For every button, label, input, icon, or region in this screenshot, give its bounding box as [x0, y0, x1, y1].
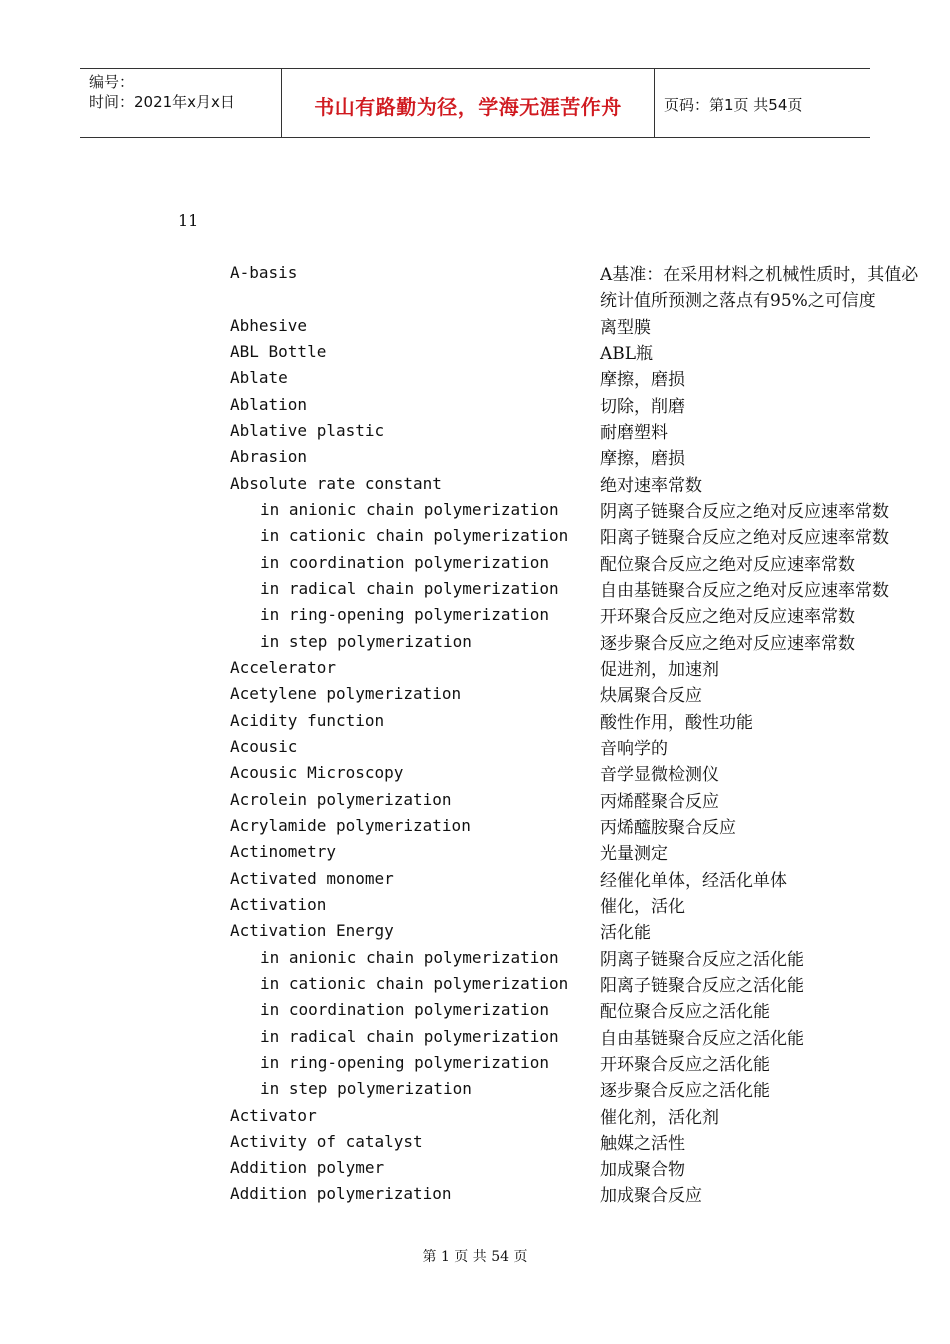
- entry-translation: 自由基链聚合反应之活化能: [600, 1028, 804, 1049]
- glossary-entry: [230, 1183, 950, 1209]
- entry-translation: 开环聚合反应之绝对反应速率常数: [600, 607, 855, 628]
- header-meta-cell: [80, 69, 280, 137]
- glossary-entry: [230, 578, 950, 604]
- header-motto-cell: [281, 69, 655, 137]
- entry-term: ABL Bottle: [230, 341, 327, 361]
- entry-translation: [600, 262, 950, 314]
- entry-translation: 阳离子链聚合反应之活化能: [600, 975, 804, 996]
- page-footer: 第 1 页 共 54 页: [422, 1249, 528, 1265]
- doc-code-label: 编号：: [89, 73, 135, 91]
- glossary-entry: [230, 762, 950, 788]
- glossary-entry: [230, 920, 950, 946]
- entry-translation: 酸性作用，酸性功能: [600, 712, 753, 733]
- entry-term: Ablative plastic: [230, 420, 385, 440]
- entry-term: Activation Energy: [230, 921, 394, 941]
- glossary-entry: [230, 710, 950, 736]
- glossary-entry: [230, 631, 950, 657]
- entry-translation: 活化能: [600, 923, 651, 944]
- entry-term: in coordination polymerization: [260, 552, 549, 572]
- entry-translation: 开环聚合反应之活化能: [600, 1054, 770, 1075]
- entry-term: in radical chain polymerization: [260, 1026, 559, 1046]
- glossary-entry: [230, 999, 950, 1025]
- entry-translation-line: A基准：在采用材料之机械性质时，其值必: [600, 265, 919, 285]
- glossary-entry: [230, 789, 950, 815]
- entry-term: Actinometry: [230, 842, 336, 862]
- entry-translation: 音响学的: [600, 738, 668, 759]
- entry-translation: 自由基链聚合反应之绝对反应速率常数: [600, 580, 889, 601]
- glossary-entry: [230, 367, 950, 393]
- entry-translation: 摩擦，磨损: [600, 370, 685, 391]
- entry-term: Ablation: [230, 394, 308, 414]
- glossary-entry: [230, 341, 950, 367]
- page-header: [80, 68, 870, 138]
- entry-term: A-basis: [230, 263, 298, 282]
- glossary-entry: [230, 604, 950, 630]
- entry-term: Ablate: [230, 368, 288, 388]
- entry-term: Activated monomer: [230, 868, 394, 888]
- glossary-entry: [230, 394, 950, 420]
- entry-term: Acrylamide polymerization: [230, 815, 471, 835]
- entry-translation: 配位聚合反应之活化能: [600, 1002, 770, 1023]
- header-page-cell: [655, 69, 870, 137]
- glossary-entry: [230, 315, 950, 341]
- entry-translation: 离型膜: [600, 317, 651, 338]
- entry-term: Addition polymerization: [230, 1184, 452, 1204]
- glossary-entry: [230, 1052, 950, 1078]
- entry-translation: 配位聚合反应之绝对反应速率常数: [600, 554, 855, 575]
- glossary-entry: [230, 736, 950, 762]
- entry-term: in coordination polymerization: [260, 1000, 549, 1020]
- entry-term: Acrolein polymerization: [230, 789, 452, 809]
- glossary-entry: [230, 947, 950, 973]
- entry-term: in ring-opening polymerization: [260, 1052, 549, 1072]
- entry-translation: 切除，削磨: [600, 396, 685, 417]
- entry-translation: 丙烯醛聚合反应: [600, 791, 719, 812]
- entry-translation: 催化，活化: [600, 896, 685, 917]
- entry-translation: 摩擦，磨损: [600, 449, 685, 470]
- glossary-entry: [230, 683, 950, 709]
- entry-translation: 音学显微检测仪: [600, 765, 719, 786]
- entry-term: Abhesive: [230, 315, 308, 335]
- entry-term: Acidity function: [230, 710, 385, 730]
- entry-term: Addition polymer: [230, 1158, 385, 1178]
- entry-term: Activation: [230, 894, 327, 914]
- glossary-entry: [230, 868, 950, 894]
- glossary-entry: [230, 525, 950, 551]
- entry-translation: 加成聚合物: [600, 1160, 685, 1181]
- entry-translation: 炔属聚合反应: [600, 686, 702, 707]
- entry-term: in radical chain polymerization: [260, 578, 559, 598]
- glossary-entry: [230, 894, 950, 920]
- entry-term: in anionic chain polymerization: [260, 947, 559, 967]
- glossary-entry: [230, 973, 950, 999]
- glossary-list: [230, 262, 950, 1210]
- glossary-entry: [230, 446, 950, 472]
- header-page-info: 页码：第1页 共54页: [664, 96, 803, 114]
- entry-translation: 光量测定: [600, 844, 668, 865]
- doc-date: 时间：2021年x月x日: [89, 93, 235, 111]
- entry-term: Acousic: [230, 736, 298, 756]
- entry-term: Absolute rate constant: [230, 473, 442, 493]
- entry-translation: 绝对速率常数: [600, 475, 702, 496]
- entry-term: Acetylene polymerization: [230, 684, 462, 704]
- entry-translation: 逐步聚合反应之活化能: [600, 1081, 770, 1102]
- entry-translation: ABL瓶: [600, 343, 654, 364]
- entry-term: Accelerator: [230, 657, 336, 677]
- glossary-entry: [230, 815, 950, 841]
- entry-term: Activity of catalyst: [230, 1131, 423, 1151]
- glossary-entry: [230, 1157, 950, 1183]
- entry-translation: 阴离子链聚合反应之活化能: [600, 949, 804, 970]
- entry-term: in cationic chain polymerization: [260, 526, 569, 546]
- entry-translation: 丙烯醯胺聚合反应: [600, 817, 736, 838]
- entry-term: Abrasion: [230, 447, 308, 467]
- entry-term: in step polymerization: [260, 1079, 472, 1099]
- entry-term: in cationic chain polymerization: [260, 973, 569, 993]
- glossary-entry: [230, 420, 950, 446]
- entry-term: in anionic chain polymerization: [260, 499, 559, 519]
- entry-term: Activator: [230, 1105, 317, 1125]
- glossary-entry: [230, 262, 950, 315]
- glossary-entry: [230, 1026, 950, 1052]
- header-motto: 书山有路勤为径，学海无涯苦作舟: [314, 95, 622, 119]
- entry-translation: 促进剂，加速剂: [600, 659, 719, 680]
- glossary-entry: [230, 499, 950, 525]
- entry-translation: 加成聚合反应: [600, 1186, 702, 1207]
- glossary-entry: [230, 657, 950, 683]
- glossary-entry: [230, 1078, 950, 1104]
- entry-translation: 阴离子链聚合反应之绝对反应速率常数: [600, 501, 889, 522]
- glossary-entry: [230, 1105, 950, 1131]
- entry-translation: 触媒之活性: [600, 1133, 685, 1154]
- section-number: 11: [178, 211, 199, 230]
- entry-term: in step polymerization: [260, 631, 472, 651]
- entry-translation: 催化剂，活化剂: [600, 1107, 719, 1128]
- entry-translation-line: 统计值所预测之落点有95%之可信度: [600, 291, 876, 311]
- entry-term: in ring-opening polymerization: [260, 605, 549, 625]
- glossary-entry: [230, 473, 950, 499]
- glossary-entry: [230, 841, 950, 867]
- glossary-entry: [230, 1131, 950, 1157]
- entry-translation: 经催化单体，经活化单体: [600, 870, 787, 891]
- entry-translation: 耐磨塑料: [600, 422, 668, 443]
- glossary-entry: [230, 552, 950, 578]
- entry-term: Acousic Microscopy: [230, 763, 404, 783]
- entry-translation: 逐步聚合反应之绝对反应速率常数: [600, 633, 855, 654]
- entry-translation: 阳离子链聚合反应之绝对反应速率常数: [600, 528, 889, 549]
